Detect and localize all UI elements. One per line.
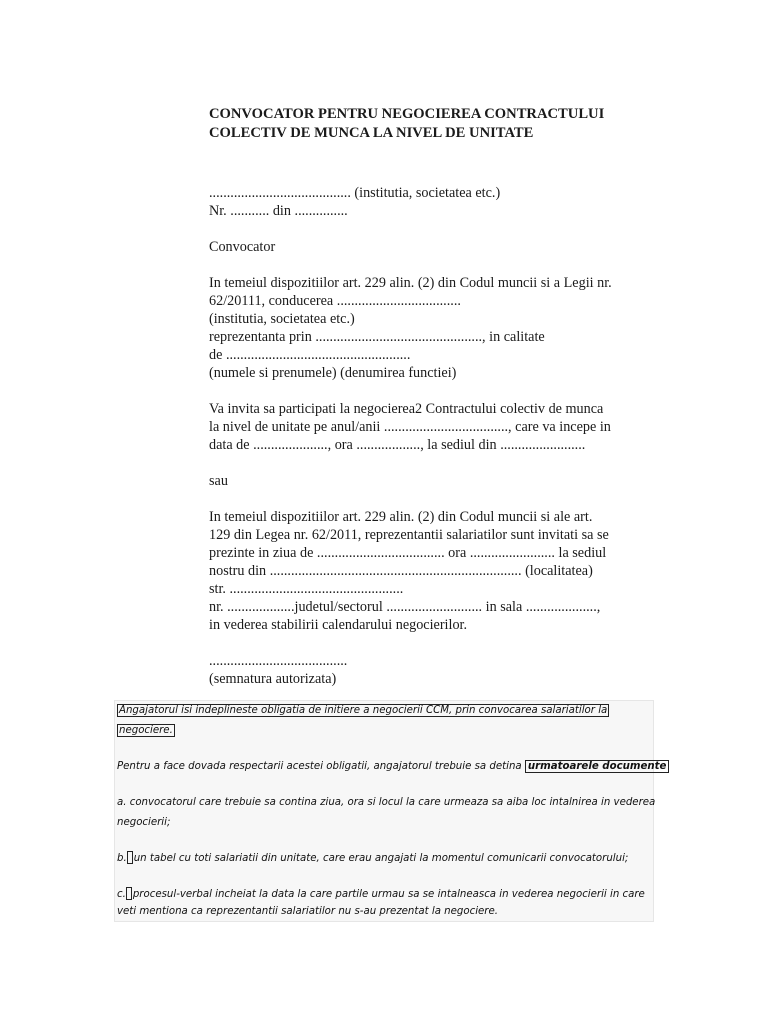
text-line: In temeiul dispozitiilor art. 229 alin. (2) din Codul muncii si a Legii nr. (209, 275, 612, 291)
signature-dots: ....................................... (209, 653, 348, 669)
text-line: la nivel de unitate pe anul/anii ..................................., care va incepe in (209, 419, 611, 435)
institution-line: ........................................ (institutia, societatea etc.) (209, 185, 501, 201)
text-line: 129 din Legea nr. 62/2011, reprezentantii salariatilor sunt invitati sa se (209, 527, 609, 543)
text-line: 62/20111, conducerea ................................... (209, 293, 461, 309)
item-prefix: c. (117, 889, 126, 900)
signature-caption: (semnatura autorizata) (209, 671, 337, 687)
note-line (117, 705, 609, 716)
note-highlight: Angajatorul isi indeplineste obligatia de initiere a negocierii CCM, prin convocarea salariatilor la (119, 705, 608, 716)
note-line: negocierii; (117, 817, 171, 828)
cursor-mark (127, 851, 133, 864)
note-highlight: negociere. (119, 725, 173, 736)
note-line (117, 887, 645, 900)
text-line: In temeiul dispozitiilor art. 229 alin. (2) din Codul muncii si ale art. (209, 509, 593, 525)
number-date-line: Nr. ........... din ............... (209, 203, 348, 219)
document-title (209, 105, 659, 143)
text-line: de .................................................... (209, 347, 411, 363)
cursor-mark (126, 887, 132, 900)
paragraph-1 (209, 274, 659, 382)
note-text: un tabel cu toti salariatii din unitate, care erau angajati la momentul comunicarii convocatorului; (133, 853, 629, 864)
note-box (114, 700, 667, 922)
paragraph-3 (209, 508, 659, 634)
text-line: (numele si prenumele) (denumirea functiei) (209, 365, 457, 381)
documents-highlight: urmatoarele documente (525, 760, 670, 773)
text-line: data de ....................., ora .................., la sediul din ........................ (209, 437, 586, 453)
header-block (209, 184, 659, 220)
paragraph-2 (209, 400, 659, 454)
text-line: nostru din ....................................................................... (localitatea) (209, 563, 593, 579)
text-line: nr. ...................judetul/sectorul ........................... in sala ...................., (209, 599, 601, 615)
note-line: a. convocatorul care trebuie sa contina ziua, ora si locul la care urmeaza sa aiba loc intalnirea in vederea (117, 797, 656, 808)
text-line: (institutia, societatea etc.) (209, 311, 355, 327)
title-line: COLECTIV DE MUNCA LA NIVEL DE UNITATE (209, 125, 534, 141)
text-line: Va invita sa participati la negocierea2 Contractului colectiv de munca (209, 401, 604, 417)
sau-label: sau (209, 473, 228, 489)
note-line: veti mentiona ca reprezentantii salariatilor nu s-au prezentat la negociere. (117, 906, 498, 917)
note-line (117, 761, 669, 772)
signature-block (209, 652, 659, 688)
document-body (209, 105, 659, 706)
text-line: prezinte in ziua de .................................... ora ........................ la sediul (209, 545, 607, 561)
text-line: reprezentanta prin ..............................................., in calitate (209, 329, 545, 345)
text-line: str. ................................................. (209, 581, 404, 597)
item-prefix: b. (117, 853, 127, 864)
note-line (117, 851, 628, 864)
convocator-label: Convocator (209, 239, 276, 255)
note-text: procesul-verbal incheiat la data la care partile urmau sa se intalneasca in vederea negocierii in care (132, 889, 645, 900)
note-line (117, 725, 175, 736)
text-line: in vederea stabilirii calendarului negocierilor. (209, 617, 468, 633)
note-text: Pentru a face dovada respectarii acestei obligatii, angajatorul trebuie sa detina (117, 761, 522, 772)
title-line: CONVOCATOR PENTRU NEGOCIEREA CONTRACTULUI (209, 106, 605, 122)
